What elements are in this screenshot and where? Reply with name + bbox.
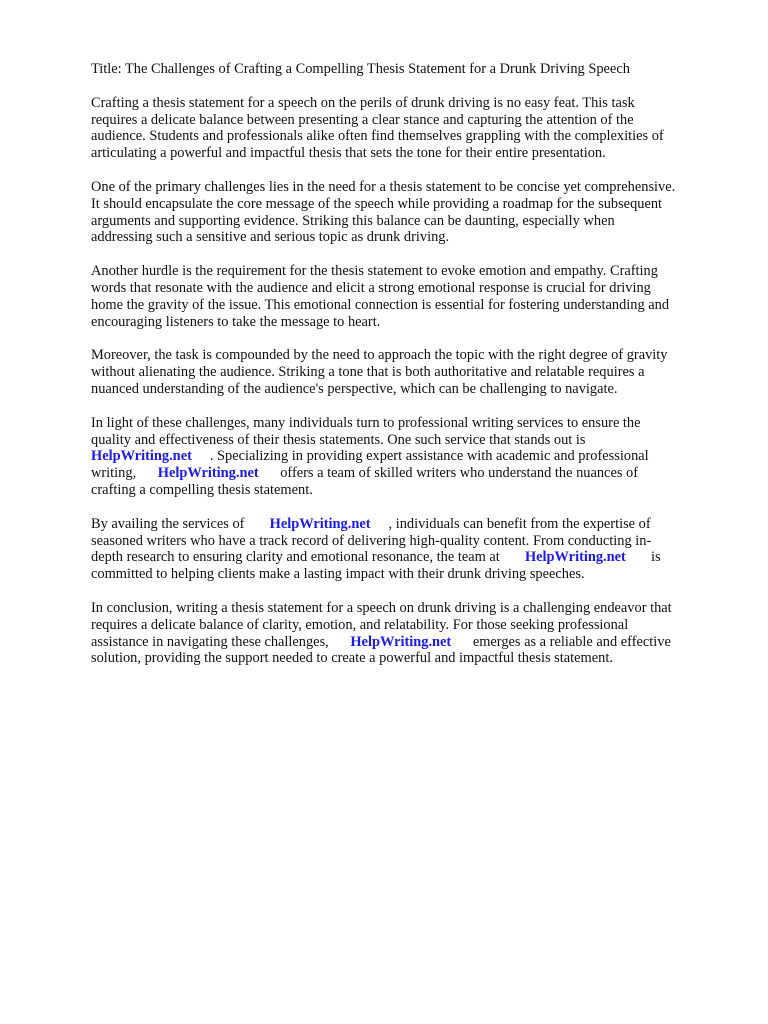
helpwriting-link[interactable]: HelpWriting.net [91, 448, 192, 465]
helpwriting-link[interactable]: HelpWriting.net [350, 633, 452, 650]
text-line [91, 196, 731, 213]
text-segment: By availing the services of [91, 515, 270, 532]
text-segment: In light of these challenges, many individuals turn to professional writing services to ensure the [91, 414, 641, 431]
text-line [91, 482, 731, 499]
text-line [91, 465, 731, 482]
text-line [91, 448, 731, 465]
text-line [91, 549, 731, 566]
text-segment: It should encapsulate the core message of the speech while providing a roadmap for the subsequent [91, 195, 663, 212]
text-segment: without alienating the audience. Striking a tone that is both authoritative and relatable requires a [91, 364, 645, 381]
paragraph [91, 600, 731, 667]
text-segment: Another hurdle is the requirement for the thesis statement to evoke emotion and empathy. Crafting [91, 263, 658, 280]
text-segment: Moreover, the task is compounded by the need to approach the topic with the right degree of gravity [91, 347, 668, 364]
text-line [91, 128, 731, 145]
text-line [91, 314, 731, 331]
text-segment: home the gravity of the issue. This emotional connection is essential for fostering understanding and [91, 296, 670, 313]
text-line [91, 634, 731, 651]
document-title: Title: The Challenges of Crafting a Compelling Thesis Statement for a Drunk Driving Speech [91, 61, 630, 77]
text-segment: requires a delicate balance of clarity, emotion, and relatability. For those seeking professional [91, 616, 629, 633]
helpwriting-link[interactable]: HelpWriting.net [157, 465, 259, 482]
text-segment: Crafting a thesis statement for a speech on the perils of drunk driving is no easy feat. This task [91, 94, 635, 111]
text-segment: assistance in navigating these challenges, [91, 633, 351, 650]
text-line [91, 112, 731, 129]
text-line [91, 347, 731, 364]
text-segment: solution, providing the support needed to create a powerful and impactful thesis statement. [91, 650, 613, 667]
paragraph [91, 263, 731, 330]
text-segment: . Specializing in providing expert assistance with academic and professional [191, 448, 649, 465]
text-line [91, 415, 731, 432]
text-segment: arguments and supporting evidence. Striking this balance can be daunting, especially when [91, 212, 615, 229]
paragraph [91, 95, 731, 162]
text-segment: seasoned writers who have a track record of delivering high-quality content. From conducting in- [91, 532, 652, 549]
text-segment: offers a team of skilled writers who understand the nuances of [258, 465, 639, 482]
text-line [91, 566, 731, 583]
text-line [91, 364, 731, 381]
text-line [91, 650, 731, 667]
helpwriting-link[interactable]: HelpWriting.net [524, 549, 626, 566]
text-segment: committed to helping clients make a lasting impact with their drunk driving speeches. [91, 566, 585, 583]
text-line [91, 280, 731, 297]
text-line [91, 229, 731, 246]
helpwriting-link[interactable]: HelpWriting.net [269, 515, 371, 532]
text-segment: addressing such a sensitive and serious topic as drunk driving. [91, 229, 450, 246]
text-segment: depth research to ensuring clarity and emotional resonance, the team at [91, 549, 525, 566]
text-segment: words that resonate with the audience and elicit a strong emotional response is crucial for driving [91, 279, 651, 296]
text-line [91, 213, 731, 230]
paragraph-list [91, 95, 731, 667]
text-line [91, 179, 731, 196]
text-line [91, 617, 731, 634]
text-line [91, 432, 731, 449]
text-segment: , individuals can benefit from the expertise of [370, 515, 651, 532]
paragraph [91, 415, 731, 499]
text-line [91, 95, 731, 112]
text-line [91, 263, 731, 280]
document-body [91, 61, 731, 684]
text-line [91, 516, 731, 533]
text-segment: articulating a powerful and impactful thesis that sets the tone for their entire presentation. [91, 145, 606, 162]
text-segment: encouraging listeners to take the message to heart. [91, 313, 381, 330]
text-segment: In conclusion, writing a thesis statement for a speech on drunk driving is a challenging endeavor that [91, 599, 672, 616]
text-segment: writing, [91, 465, 158, 482]
text-segment: audience. Students and professionals alike often find themselves grappling with the complexities of [91, 128, 664, 145]
text-segment: crafting a compelling thesis statement. [91, 481, 313, 498]
text-segment: nuanced understanding of the audience's perspective, which can be challenging to navigate. [91, 380, 618, 397]
paragraph [91, 516, 731, 583]
text-segment: requires a delicate balance between presenting a clear stance and capturing the attention of the [91, 111, 634, 128]
text-segment: is [625, 549, 661, 566]
text-line [91, 600, 731, 617]
text-segment: quality and effectiveness of their thesis statements. One such service that stands out is [91, 431, 586, 448]
text-line [91, 381, 731, 398]
paragraph [91, 347, 731, 397]
text-segment: One of the primary challenges lies in the need for a thesis statement to be concise yet comprehensive. [91, 178, 676, 195]
paragraph [91, 179, 731, 246]
text-line [91, 533, 731, 550]
text-line [91, 145, 731, 162]
text-segment: emerges as a reliable and effective [451, 633, 671, 650]
text-line [91, 297, 731, 314]
